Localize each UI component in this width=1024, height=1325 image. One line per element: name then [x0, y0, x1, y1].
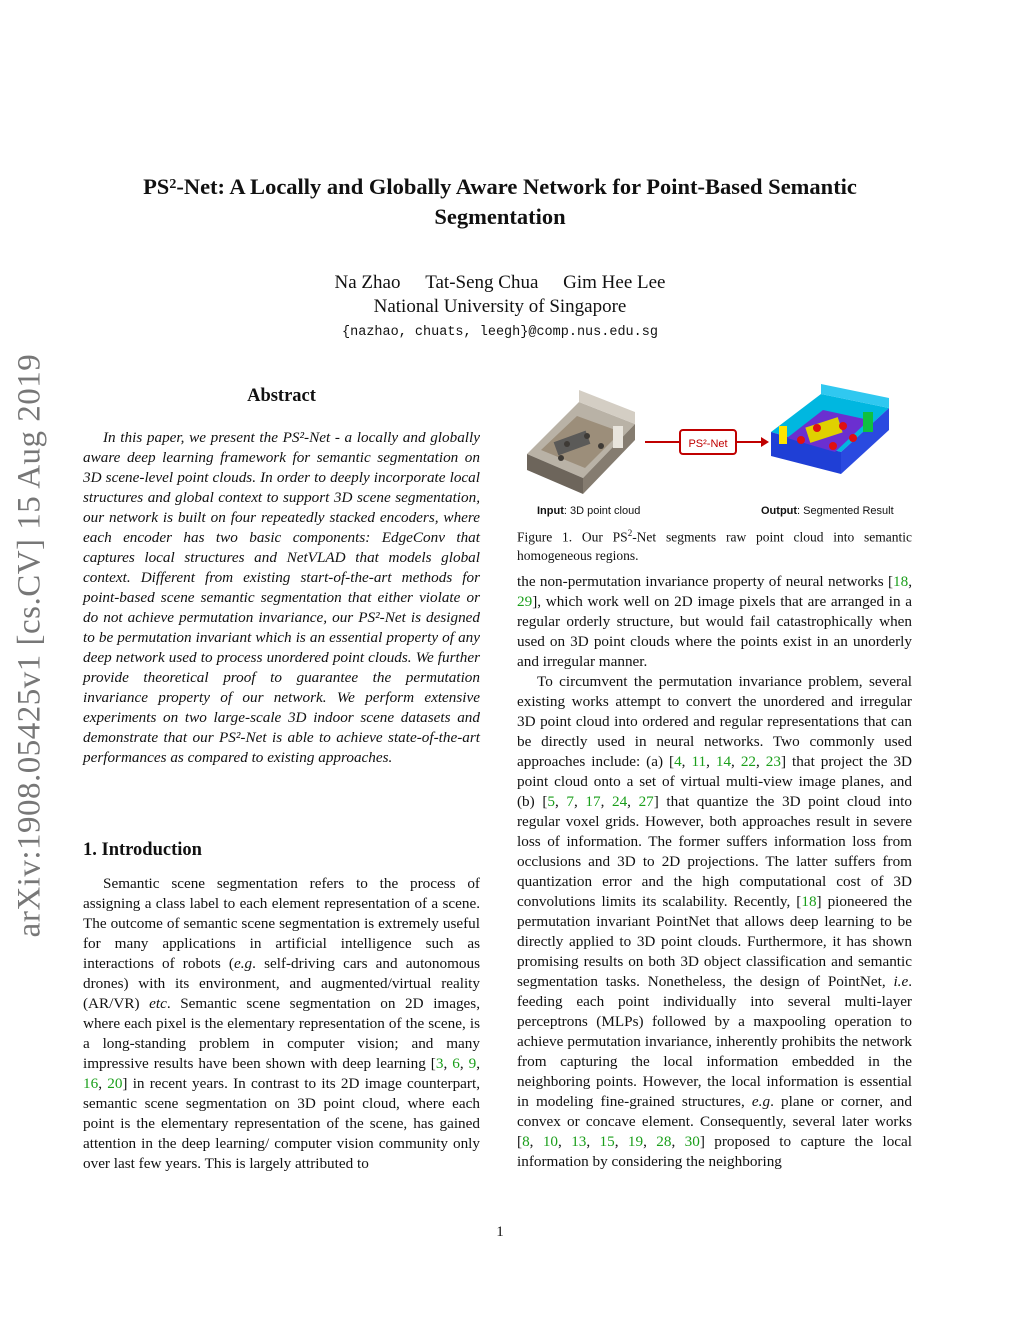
author-names [80, 271, 920, 295]
citation-link[interactable]: 16 [83, 1075, 99, 1092]
citation-link[interactable]: 28 [656, 1133, 672, 1150]
ps2net-box-label: PS²-Net [688, 438, 728, 450]
right-paragraph-2: To circumvent the permutation invariance problem, several existing works attempt to convert the unordered and irregular 3D point cloud into ordered and regular representations that can be directly used in neural networks. Two commonly used approaches include: (a) [4, 11, 14, 22, 23] that project the 3D point cloud onto a set of virtual multi-view image planes, and (b) [5, 7, 17, 24, 27] that quantize the 3D point cloud into regular voxel grids. However, both approaches result in severe loss of information. The former suffers information loss from occlusions and 3D to 2D projections. The latter suffers from quantization error and the high computational cost of 3D convolutions limits its scalability. Recently, [18] pioneered the permutation invariant PointNet that allows deep learning to be directly applied to 3D point clouds. Furthermore, it has shown promising results on both 3D object classification and semantic segmentation tasks. Nonetheless, the design of PointNet, i.e. feeding each point individually into several multi-layer perceptrons (MLPs) followed by a maxpooling operation to achieve permutation invariance, inherently prohibits the network from capturing the local information embedded in the neighboring points. However, the local information is essential in modeling fine-grained structures, e.g. plane or corner, and convex or concave element. Consequently, several later works [8, 10, 13, 15, 19, 28, 30] proposed to capture the local information by considering the neighboring [517, 673, 913, 1170]
citation-link[interactable]: 29 [517, 593, 533, 610]
page-number: 1 [496, 1224, 504, 1240]
output-segmented-image [771, 384, 889, 474]
author-name: Gim Hee Lee [563, 272, 666, 293]
arrow-head [761, 437, 769, 447]
right-column-body [517, 572, 912, 1172]
title-line1: -Net: A Locally and Globally Aware Network for Point-Based Semantic [176, 174, 857, 199]
abstract-text: In this paper, we present the PS²-Net - a locally and globally aware deep learning framework for semantic segmentation on 3D scene-level point clouds. In order to deeply incorporate local structures and global context to support 3D scene segmentation, our network is built on four repeatedly stacked encoders, where each encoder has two basic components: EdgeConv that captures local structures and NetVLAD that models global context. Different from existing start-of-the-art methods for point-based scene semantic segmentation that either violate or do not achieve permutation invariance, our PS²-Net is designed to be permutation invariant which is an essential property of any deep network used to process unordered point clouds. We further provide theoretical proof to guarantee the permutation invariance property of our network. We perform extensive experiments on two large-scale 3D indoor scene datasets and demonstrate that our PS²-Net is able to achieve state-of-the-art performances as compared to existing approaches. [83, 429, 480, 766]
arxiv-watermark: arXiv:1908.05425v1 [cs.CV] 15 Aug 2019 [11, 353, 48, 937]
intro-heading: 1. Introduction [83, 840, 202, 860]
citation-link[interactable]: 10 [542, 1133, 559, 1150]
citation-link[interactable]: 6 [452, 1055, 460, 1072]
figure-1 [517, 382, 912, 522]
citation-link[interactable]: 14 [715, 753, 732, 770]
author-name: Tat-Seng Chua [425, 272, 539, 293]
citation-link[interactable]: 8 [522, 1133, 530, 1150]
input-point-cloud-image [527, 390, 635, 494]
paper-title [80, 172, 920, 232]
citation-link[interactable]: 15 [599, 1133, 615, 1150]
citation-link[interactable]: 7 [566, 793, 574, 810]
affiliation: National University of Singapore [373, 296, 627, 317]
title-line2: Segmentation [434, 204, 566, 229]
citation-link[interactable]: 5 [547, 793, 555, 810]
citation-link[interactable]: 18 [801, 893, 817, 910]
title-superscript: 2 [169, 177, 177, 192]
citation-link[interactable]: 18 [893, 573, 909, 590]
author-block [80, 271, 920, 345]
intro-body [83, 874, 480, 1174]
author-email: {nazhao, chuats, leegh}@comp.nus.edu.sg [342, 325, 658, 340]
citation-link[interactable]: 27 [638, 793, 654, 810]
figure-1-graphic [517, 382, 912, 522]
intro-paragraph: Semantic scene segmentation refers to the process of assigning a class label to each element representation of a scene. The outcome of semantic scene segmentation is extremely useful for many applications in artificial intelligence such as interactions of robots (e.g. self-driving cars and autonomous drones) with its environment, and augmented/virtual reality (AR/VR) etc. Semantic scene segmentation on 2D images, where each pixel is the elementary representation of the scene, is a long-standing problem in computer vision; and many impressive results have been shown with deep learning [3, 6, 9, 16, 20] in recent years. In contrast to its 2D image counterpart, semantic scene segmentation on 3D point cloud, where each point is the elementary representation of the scene, has gained attention in the deep learning/ computer vision community only over last few years. This is largely attributed to [83, 875, 481, 1172]
author-name: Na Zhao [334, 272, 401, 293]
citation-link[interactable]: 17 [585, 793, 601, 810]
citation-link[interactable]: 4 [674, 753, 682, 770]
citation-link[interactable]: 9 [468, 1055, 477, 1072]
citation-link[interactable]: 3 [435, 1055, 444, 1072]
figure-caption: Figure 1. Our $PS^2$-Net segments raw point cloud into semantic homogeneous regions. [517, 528, 912, 563]
output-label: Output: Segmented Result [761, 505, 894, 517]
citation-link[interactable]: 11 [691, 753, 707, 770]
citation-link[interactable]: 30 [684, 1133, 700, 1150]
citation-link[interactable]: 23 [765, 753, 781, 770]
citation-link[interactable]: 19 [627, 1133, 644, 1150]
citation-link[interactable]: 13 [571, 1133, 587, 1150]
right-paragraph-1: the non-permutation invariance property of neural networks [18, 29], which work well on 2D image pixels that are arranged in a regular orderly structure, but would fail catastrophically when used on 3D point clouds where the points exist in an unorderly and irregular manner. [517, 573, 912, 670]
abstract-body [83, 428, 480, 768]
citation-link[interactable]: 22 [740, 753, 757, 770]
abstract-heading: Abstract [247, 386, 316, 406]
input-label: Input: 3D point cloud [537, 505, 641, 517]
citation-link[interactable]: 20 [107, 1075, 123, 1092]
citation-link[interactable]: 24 [611, 793, 628, 810]
title-prefix: PS [143, 174, 170, 199]
